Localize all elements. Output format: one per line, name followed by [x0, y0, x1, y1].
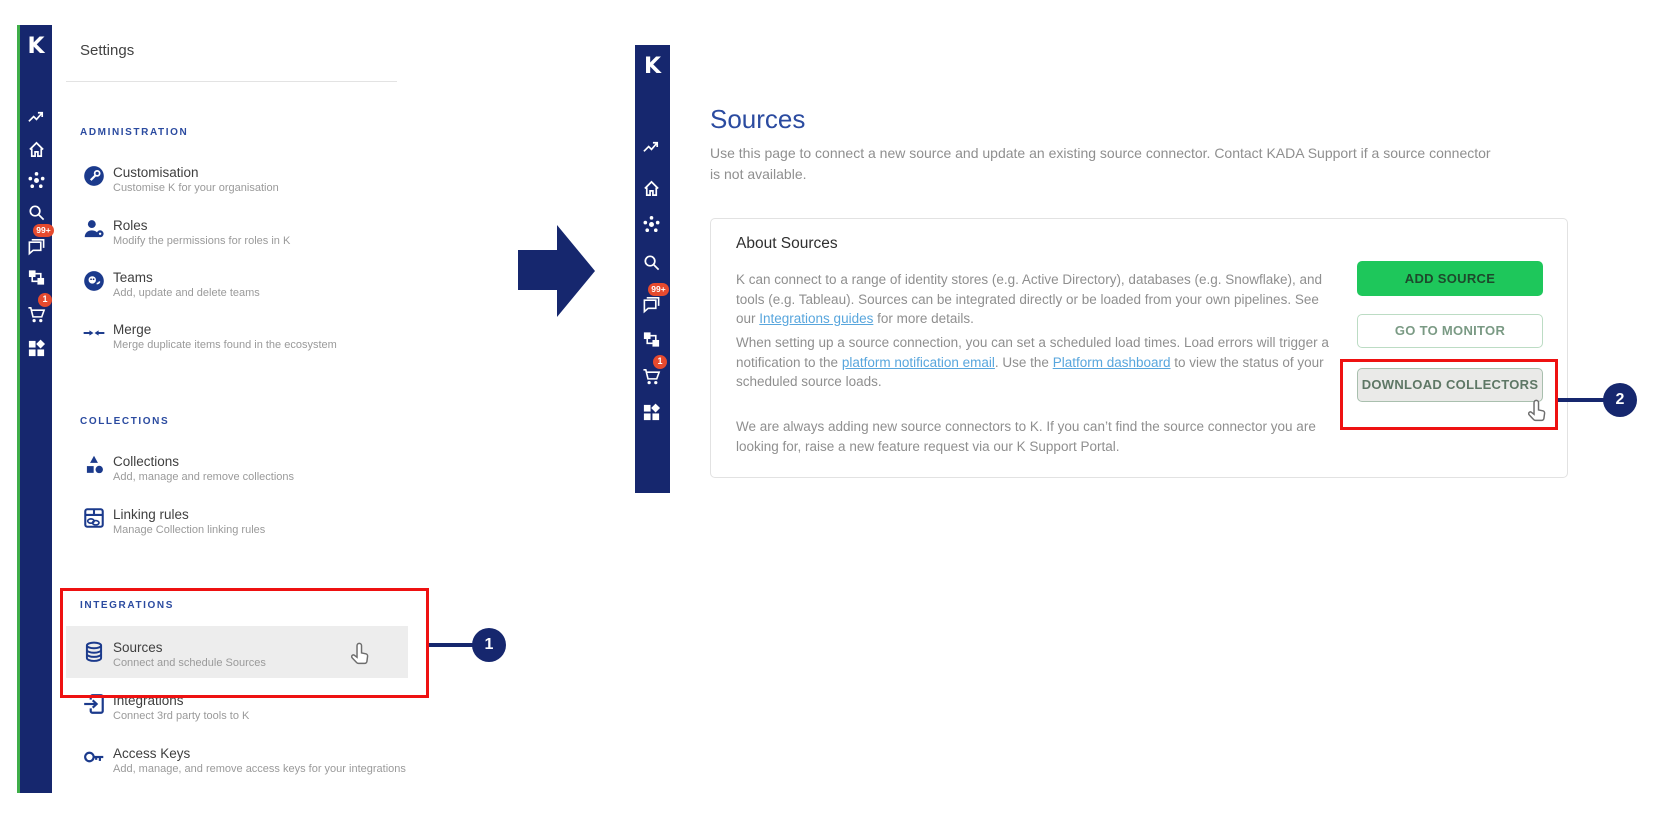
item-subtitle: Connect and schedule Sources [113, 657, 266, 669]
cluster-icon[interactable] [642, 215, 661, 234]
download-collectors-button[interactable]: DOWNLOAD COLLECTORS [1357, 368, 1543, 402]
hand-cursor-icon [1523, 399, 1550, 426]
item-subtitle: Customise K for your organisation [113, 182, 279, 194]
cluster-icon[interactable] [27, 171, 46, 190]
notifications-badge: 99+ [648, 283, 669, 296]
k-logo[interactable]: K [643, 54, 662, 79]
home-icon[interactable] [27, 140, 46, 159]
integrations-guides-link[interactable]: Integrations guides [759, 311, 874, 326]
right-sidebar [635, 45, 670, 493]
collections-icon [82, 453, 106, 477]
go-to-monitor-button[interactable]: GO TO MONITOR [1357, 314, 1543, 348]
item-title: Integrations [113, 693, 184, 708]
add-source-button[interactable]: ADD SOURCE [1357, 261, 1543, 296]
merge-icon [82, 321, 106, 345]
annotation-connector-1 [429, 643, 473, 647]
k-logo[interactable]: K [27, 34, 45, 59]
item-title: Customisation [113, 165, 199, 180]
about-sources-card [710, 218, 1568, 478]
linking-rules-icon [82, 506, 106, 530]
item-subtitle: Merge duplicate items found in the ecosystem [113, 339, 337, 351]
roles-icon [82, 217, 106, 241]
cart-badge: 1 [38, 293, 52, 307]
chat-icon[interactable] [27, 237, 46, 256]
left-sidebar [17, 25, 52, 793]
section-integrations: INTEGRATIONS [80, 600, 175, 611]
paragraph-text: . Use the [994, 354, 1053, 370]
cart-badge: 1 [653, 355, 667, 369]
item-title: Merge [113, 322, 152, 337]
annotation-callout-1: 1 [472, 628, 506, 662]
platform-notification-email-link[interactable]: platform notification email [841, 354, 995, 370]
platform-dashboard-link[interactable]: Platform dashboard [1052, 354, 1171, 370]
title-divider [66, 81, 397, 82]
cart-icon[interactable] [27, 305, 46, 324]
annotation-box-1 [60, 588, 429, 698]
grid-icon[interactable] [642, 403, 661, 422]
chat-icon[interactable] [642, 295, 661, 314]
sources-page-title: Sources [710, 104, 806, 134]
about-paragraph-1 [736, 270, 1336, 329]
item-title: Sources [113, 640, 163, 655]
card-title: About Sources [736, 235, 838, 252]
transition-arrow-icon [515, 222, 599, 320]
about-paragraph-2 [736, 333, 1336, 392]
customisation-icon [82, 164, 106, 188]
paragraph-text: When setting up a source connection, you can set a scheduled load times. Load errors will trigger a notification to the [736, 335, 1329, 370]
paragraph-text: for more details. [873, 311, 974, 326]
item-title: Access Keys [113, 746, 191, 761]
item-title: Linking rules [113, 507, 189, 522]
annotation-callout-2: 2 [1603, 383, 1637, 417]
search-icon[interactable] [27, 203, 46, 222]
grid-icon[interactable] [27, 339, 46, 358]
trending-icon[interactable] [642, 138, 661, 157]
section-collections: COLLECTIONS [80, 416, 170, 427]
item-title: Roles [113, 218, 148, 233]
cart-icon[interactable] [642, 367, 661, 386]
hierarchy-icon[interactable] [27, 268, 46, 287]
section-administration: ADMINISTRATION [80, 127, 189, 138]
item-subtitle: Connect 3rd party tools to K [113, 710, 250, 722]
hierarchy-icon[interactable] [642, 330, 661, 349]
item-title: Collections [113, 454, 180, 469]
home-icon[interactable] [642, 179, 661, 198]
item-subtitle: Manage Collection linking rules [113, 524, 266, 536]
annotation-connector-2 [1558, 398, 1604, 402]
item-subtitle: Modify the permissions for roles in K [113, 235, 291, 247]
item-title: Teams [113, 270, 153, 285]
sources-page-description: Use this page to connect a new source and update an existing source connector. Contact KADA Support if a source connector is not available. [710, 145, 1491, 182]
trending-icon[interactable] [27, 108, 46, 127]
item-subtitle: Add, update and delete teams [113, 287, 260, 299]
paragraph-text: to view the status of your scheduled source loads. [736, 354, 1324, 389]
paragraph-text: K can connect to a range of identity stores (e.g. Active Directory), databases (e.g. Snowflake), and tools (e.g. Tableau). Sources can be integrated directly or be loaded from your own pipelines. See our [736, 272, 1323, 326]
item-subtitle: Add, manage, and remove access keys for your integrations [113, 763, 406, 775]
notifications-badge: 99+ [33, 224, 54, 237]
teams-icon [82, 269, 106, 293]
hand-cursor-icon [346, 642, 373, 669]
search-icon[interactable] [642, 253, 661, 272]
about-paragraph-3: We are always adding new source connectors to K. If you can’t find the source connector you are looking for, raise a new feature request via our K Support Portal. [736, 419, 1316, 454]
access-keys-icon [82, 745, 106, 769]
item-subtitle: Add, manage and remove collections [113, 471, 294, 483]
page-title: Settings [80, 42, 135, 59]
